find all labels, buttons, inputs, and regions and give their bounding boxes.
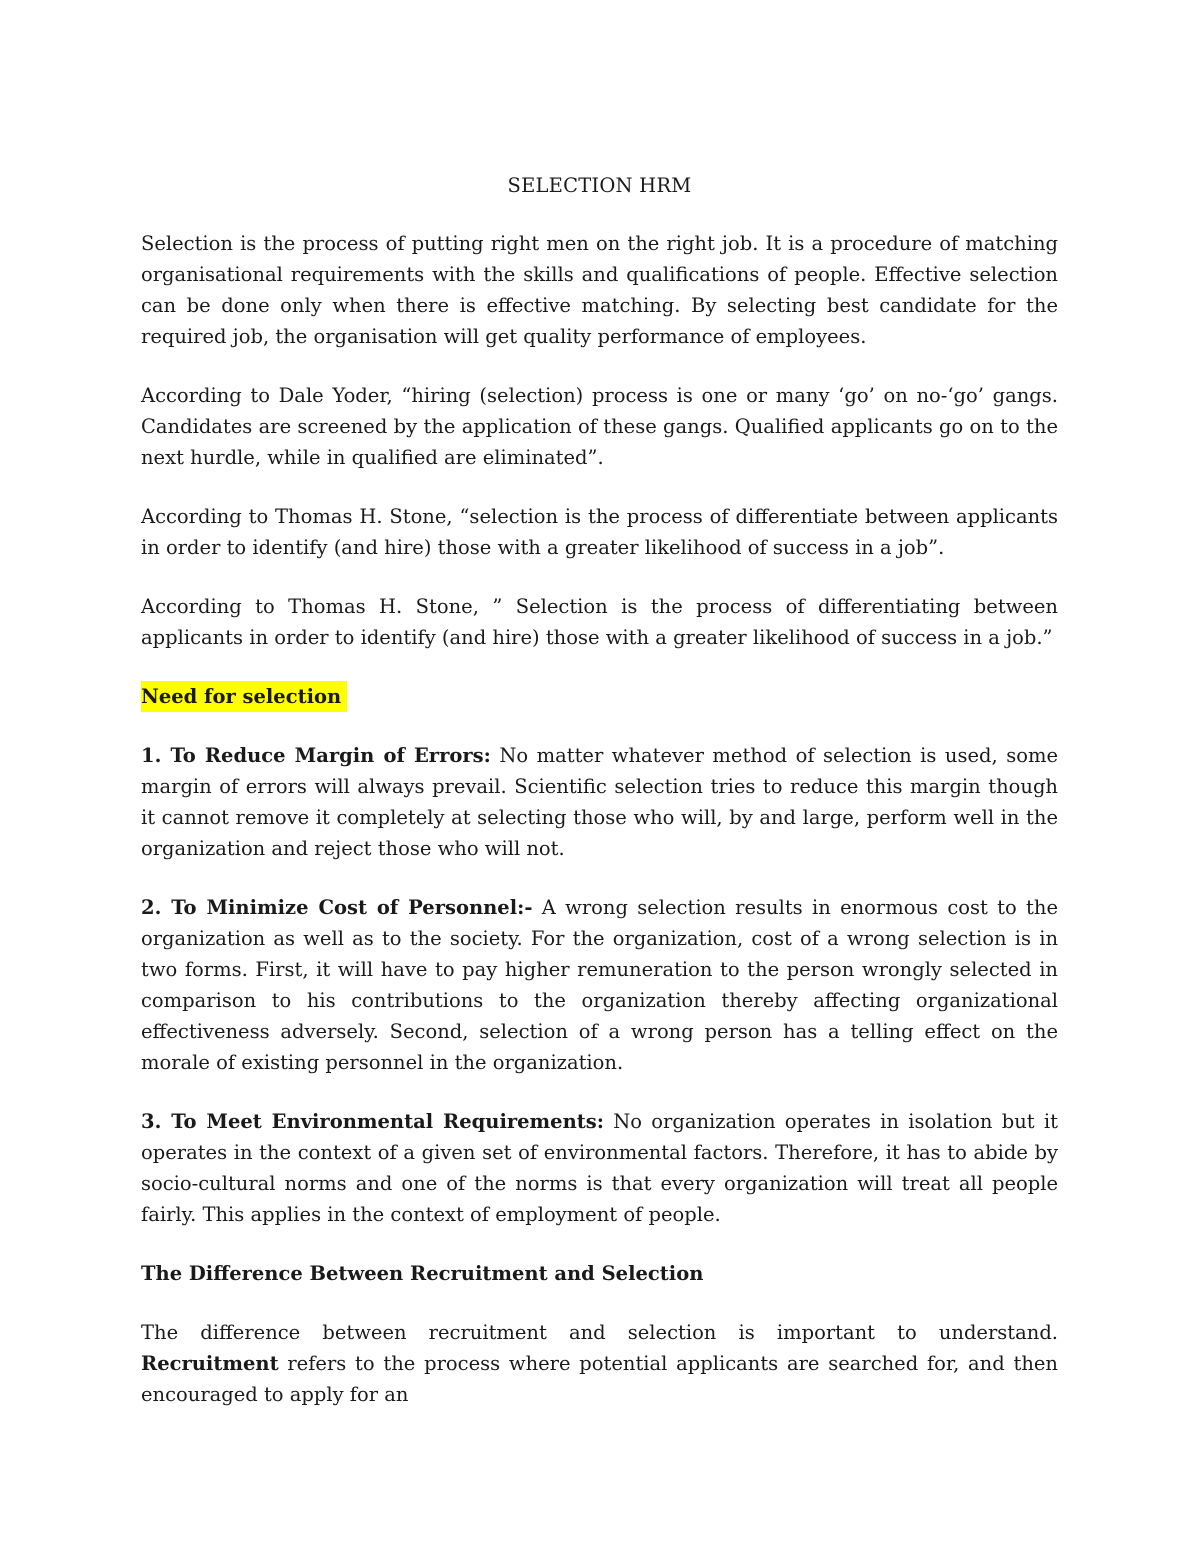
quote-dale-yoder: According to Dale Yoder, “hiring (selection) process is one or many ‘go’ on no-‘go’ gangs. Candidates are screened by the application of these gangs. Qualified applicants go on to the next hurdle, while in qualified are eliminated”. [141,384,1058,469]
need-item-1-text: No matter whatever method of selection is used, some margin of errors will always prevail. Scientific selection tries to reduce this margin though it cannot remove it completely at selecting those who will, by and large, perform well in the organization and reject those who will not. [141,744,1058,860]
need-item-2 [141,892,1058,1078]
difference-text-pre: The difference between recruitment and selection is important to understand. [141,1321,1058,1344]
need-for-selection-section [141,681,1058,712]
need-item-3-text: No organization operates in isolation but it operates in the context of a given set of environmental factors. Therefore, it has to abide by socio-cultural norms and one of the norms is that every organization will treat all people fairly. This applies in the context of employment of people. [141,1110,1058,1226]
intro-paragraph: Selection is the process of putting right men on the right job. It is a procedure of matching organisational requirements with the skills and qualifications of people. Effective selection can be done only when there is effective matching. By selecting best candidate for the required job, the organisation will get quality performance of employees. [141,232,1058,348]
difference-heading: The Difference Between Recruitment and Selection [141,1262,704,1285]
need-item-1-label: 1. To Reduce Margin of Errors: [141,744,491,767]
quote-thomas-stone-2: According to Thomas H. Stone, ” Selection is the process of differentiating between applicants in order to identify (and hire) those with a greater likelihood of success in a job.” [141,595,1058,649]
document-page [141,170,1058,1438]
quote-thomas-stone-1: According to Thomas H. Stone, “selection is the process of differentiate between applicants in order to identify (and hire) those with a greater likelihood of success in a job”. [141,505,1058,559]
difference-text-bold: Recruitment [141,1352,279,1375]
difference-paragraph [141,1317,1058,1410]
difference-text-post: refers to the process where potential applicants are searched for, and then encouraged to apply for an [141,1352,1058,1406]
need-item-2-text: A wrong selection results in enormous cost to the organization as well as to the society. For the organization, cost of a wrong selection is in two forms. First, it will have to pay higher remuneration to the person wrongly selected in comparison to his contributions to the organization thereby affecting organizational effectiveness adversely. Second, selection of a wrong person has a telling effect on the morale of existing personnel in the organization. [141,896,1058,1074]
need-item-3 [141,1106,1058,1230]
need-for-selection-heading: Need for selection [141,681,347,712]
need-item-3-label: 3. To Meet Environmental Requirements: [141,1110,604,1133]
need-item-1 [141,740,1058,864]
document-title: SELECTION HRM [507,174,692,197]
need-item-2-label: 2. To Minimize Cost of Personnel:- [141,896,533,919]
